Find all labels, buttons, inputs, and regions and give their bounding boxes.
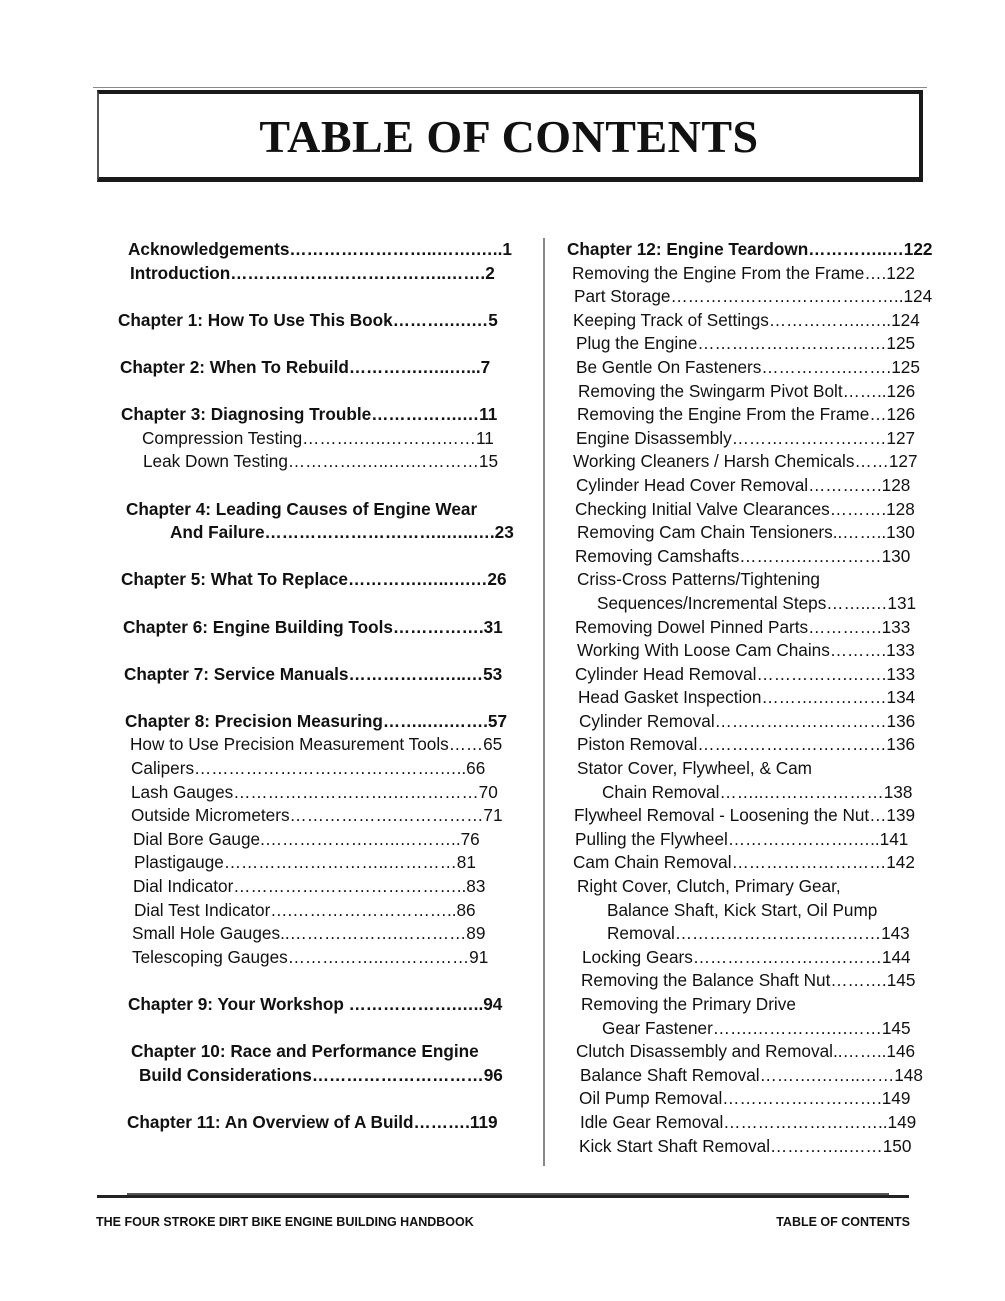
toc-section-entry: Dial Indicator…………………………………..83	[133, 876, 486, 897]
toc-section-entry: Keeping Track of Settings……………..…..124	[573, 309, 920, 330]
toc-section-entry: Small Hole Gauges..……………….…………89	[132, 923, 486, 944]
toc-section-entry: Cylinder Removal…………………………136	[579, 710, 916, 731]
toc-section-entry: Criss-Cross Patterns/Tightening	[577, 569, 820, 590]
toc-section-entry: Cylinder Head Removal…………….…….133	[575, 663, 916, 684]
spacer	[106, 686, 526, 710]
toc-section-entry: Removing Dowel Pinned Parts………….133	[575, 616, 911, 637]
toc-section-entry: Removing the Engine From the Frame….122	[572, 262, 915, 283]
toc-section-entry: Locking Gears……………………………144	[582, 946, 911, 967]
toc-section-entry: Cam Chain Removal………………………142	[573, 852, 915, 873]
toc-chapter-entry: Chapter 2: When To Rebuild………….…..…...7	[120, 356, 491, 377]
toc-section-entry: Head Gasket Inspection……….…………134	[578, 687, 916, 708]
toc-chapter-entry: Chapter 5: What To Replace………….…..….…26	[121, 569, 507, 590]
toc-section-entry: Gear Fastener…….………….….……145	[602, 1017, 911, 1038]
spacer	[106, 332, 526, 356]
footer-rule	[97, 1193, 909, 1200]
spacer	[106, 474, 526, 498]
toc-chapter-entry: Chapter 10: Race and Performance Engine	[131, 1041, 479, 1062]
toc-section-entry: Be Gentle On Fasteners…………….…….125	[576, 356, 920, 377]
toc-section-entry: Removing the Balance Shaft Nut……….145	[581, 970, 916, 991]
toc-chapter-entry: Chapter 6: Engine Building Tools…………….31	[123, 616, 503, 637]
toc-section-entry: Balance Shaft Removal……….……..……148	[580, 1064, 923, 1085]
toc-section-entry: Sequences/Incremental Steps……..…131	[597, 592, 917, 613]
toc-chapter-entry: And Failure…………………………..…..….23	[170, 522, 514, 543]
spacer	[106, 380, 526, 404]
toc-section-entry: Piston Removal……………………………136	[577, 734, 916, 755]
toc-section-entry: Leak Down Testing………….…..….…………15	[143, 451, 499, 472]
toc-section-entry: Engine Disassembly………………………127	[576, 427, 916, 448]
toc-section-entry: Stator Cover, Flywheel, & Cam	[577, 758, 812, 779]
toc-section-entry: Oil Pump Removal……………………….149	[579, 1088, 911, 1109]
toc-section-entry: Lash Gauges……………………….……………70	[131, 781, 498, 802]
toc-chapter-entry: Build Considerations…………………………96	[139, 1064, 503, 1085]
toc-chapter-entry: Acknowledgements……………………..…….…..1	[128, 239, 512, 259]
toc-section-entry: Pulling the Flywheel………………….…..141	[575, 828, 909, 849]
toc-section-entry: Working Cleaners / Harsh Chemicals……127	[573, 451, 918, 472]
toc-section-entry: Calipers…………………………………….…..66	[131, 758, 486, 779]
toc-section-entry: Removing Camshafts……….……………130	[575, 545, 911, 566]
toc-section-entry: Telescoping Gauges……………..……………91	[132, 946, 489, 967]
toc-left-column	[106, 238, 526, 1135]
toc-section-entry: Chain Removal……..…………………138	[602, 781, 913, 802]
toc-section-entry: Working With Loose Cam Chains……….133	[577, 640, 915, 661]
spacer	[106, 285, 526, 309]
toc-chapter-entry: Introduction………………………………..…….2	[130, 262, 495, 283]
title-frame	[97, 90, 923, 182]
page-title: TABLE OF CONTENTS	[259, 111, 759, 162]
toc-section-entry: Removing the Swingarm Pivot Bolt……..126	[578, 380, 916, 401]
toc-section-entry: Cylinder Head Cover Removal………….128	[576, 474, 911, 495]
toc-section-entry: Removing Cam Chain Tensioners..……..130	[577, 522, 915, 543]
toc-section-entry: Plastigauge………………………..…………81	[134, 852, 476, 873]
toc-section-entry: How to Use Precision Measurement Tools……65	[130, 734, 503, 755]
toc-section-entry: Removal………………………………143	[607, 923, 910, 944]
toc-chapter-entry: Chapter 7: Service Manuals…………….…..…53	[124, 663, 503, 684]
spacer	[106, 592, 526, 616]
toc-chapter-entry: Chapter 4: Leading Causes of Engine Wear	[126, 498, 478, 519]
toc-section-entry: Removing the Engine From the Frame…126	[577, 404, 916, 425]
toc-chapter-entry: Chapter 11: An Overview of A Build……….119	[127, 1111, 498, 1132]
spacer	[106, 1017, 526, 1041]
toc-section-entry: Checking Initial Valve Clearances……….128	[575, 498, 915, 519]
toc-section-entry: Right Cover, Clutch, Primary Gear,	[577, 876, 841, 897]
spacer	[106, 969, 526, 993]
toc-right-column	[562, 238, 942, 1158]
column-divider	[543, 238, 545, 1166]
toc-section-entry: Balance Shaft, Kick Start, Oil Pump	[607, 899, 878, 920]
toc-chapter-entry: Chapter 1: How To Use This Book……….….…5	[118, 309, 498, 330]
toc-section-entry: Dial Test Indicator….………………………..86	[134, 899, 476, 920]
toc-section-entry: Plug the Engine……………………………125	[576, 333, 916, 354]
footer-section-title: TABLE OF CONTENTS	[776, 1215, 910, 1229]
toc-section-entry: Part Storage…………………………………..124	[574, 286, 933, 307]
toc-section-entry: Flywheel Removal - Loosening the Nut…139	[574, 805, 916, 826]
toc-section-entry: Removing the Primary Drive	[581, 994, 796, 1014]
spacer	[106, 545, 526, 569]
toc-section-entry: Idle Gear Removal………………………..149	[580, 1111, 917, 1132]
toc-chapter-entry: Chapter 12: Engine Teardown…………..…122	[567, 239, 933, 259]
toc-chapter-entry: Chapter 9: Your Workshop ……………….…..94	[128, 994, 503, 1014]
toc-chapter-entry: Chapter 8: Precision Measuring……..….…….57	[125, 710, 508, 731]
spacer	[106, 1087, 526, 1111]
toc-section-entry: Kick Start Shaft Removal…………..……150	[579, 1135, 912, 1156]
toc-section-entry: Compression Testing……….…..……….……11	[142, 427, 494, 448]
spacer	[106, 639, 526, 663]
toc-chapter-entry: Chapter 3: Diagnosing Trouble…………….…11	[121, 404, 498, 425]
toc-section-entry: Outside Micrometers……………….……………71	[131, 805, 503, 826]
footer-book-title: THE FOUR STROKE DIRT BIKE ENGINE BUILDING HANDBOOK	[96, 1215, 474, 1229]
toc-section-entry: Clutch Disassembly and Removal..……..146	[576, 1041, 916, 1062]
toc-section-entry: Dial Bore Gauge.……………….…..………..76	[133, 828, 480, 849]
